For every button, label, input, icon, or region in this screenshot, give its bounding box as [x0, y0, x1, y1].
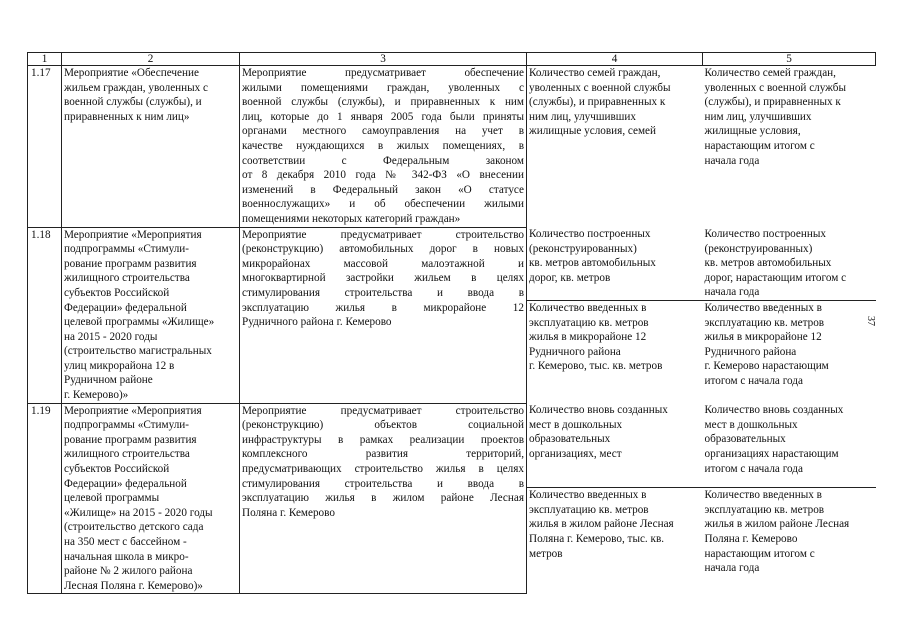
- indicator-line: дорог, нарастающим итогом с: [704, 271, 847, 284]
- indicator-line: метров: [529, 547, 563, 560]
- measure-description-line: Рудничного района г. Кемерово: [242, 316, 392, 329]
- document-page: [27, 52, 875, 594]
- indicator-line: нарастающим итогом с: [704, 139, 815, 152]
- table-header-row: [28, 53, 876, 66]
- indicator-block: [527, 227, 703, 301]
- indicator-line: Количество введенных в: [704, 489, 822, 502]
- measure-name-line: жилищного строительства: [64, 272, 190, 285]
- measure-name-cell: [62, 66, 240, 228]
- measure-name-line: рование программ развития: [64, 257, 197, 270]
- measure-description-line: лиц, которые до 1 января 2005 года были приняты: [242, 110, 524, 123]
- indicator-line: (службы), и приравненных к: [704, 96, 841, 109]
- measure-name-line: военной службы (службы), и: [64, 96, 202, 109]
- indicator-line: Количество вновь созданных: [529, 404, 668, 417]
- indicator-line: Количество введенных в: [529, 489, 647, 502]
- indicator-line: итогом с начала года: [704, 375, 803, 387]
- indicator-line: мест в дошкольных: [529, 418, 623, 431]
- measure-description-line: стимулирования строительства и ввода в: [242, 477, 524, 490]
- measure-description-line: эксплуатацию жилья в микрорайоне 12: [242, 301, 524, 314]
- row-number: 1.17: [28, 66, 62, 228]
- measure-name-line: на 350 мест с бассейном -: [64, 536, 187, 548]
- indicator-block: [527, 403, 703, 488]
- indicator-line: Количество построенных: [704, 228, 826, 241]
- indicator-line: итогом с начала года: [704, 462, 803, 475]
- measure-name-line: районе № 2 жилого района: [64, 565, 193, 578]
- measure-name-cell: [62, 227, 240, 403]
- measure-description-line: соответствии с Федеральным законом: [242, 154, 524, 167]
- indicator-line: Количество вновь созданных: [704, 404, 844, 417]
- measure-description-line: Поляна г. Кемерово: [242, 506, 335, 519]
- indicator-line: г. Кемерово нарастающим: [704, 360, 829, 373]
- measure-name-line: Рудничном районе: [64, 374, 153, 387]
- table-row: [28, 227, 876, 403]
- indicator-block: [703, 488, 876, 576]
- measure-description-line: многоквартирной застройки жильем в целях: [242, 272, 524, 285]
- header-col-3: 3: [240, 53, 527, 66]
- table-row: [28, 66, 876, 228]
- indicator-line: Количество семей граждан,: [529, 67, 661, 79]
- indicator-block: [703, 227, 876, 301]
- row-number: 1.18: [28, 227, 62, 403]
- indicator-cumulative-cell: [703, 403, 876, 594]
- measure-name-line: рование программ развития: [64, 433, 197, 446]
- indicator-line: Количество семей граждан,: [704, 67, 836, 79]
- measure-name-line: (строительство магистральных: [64, 345, 212, 358]
- page-number: 37: [865, 316, 876, 326]
- measure-description-line: военнослужащих» и об обеспечении жилыми: [242, 198, 524, 211]
- measure-description-cell: [240, 403, 527, 594]
- indicator-line: (службы), и приравненных к: [529, 96, 666, 109]
- measure-name-line: подпрограммы «Стимули-: [64, 243, 190, 256]
- indicator-block: [527, 66, 703, 139]
- indicator-line: дорог, кв. метров: [529, 271, 611, 284]
- measure-description-line: качестве нуждающихся в жилых помещениях, в: [242, 139, 524, 152]
- measure-name-line: жилищного строительства: [64, 448, 190, 461]
- indicator-line: организациях, мест: [529, 447, 622, 460]
- indicator-line: эксплуатацию кв. метров: [529, 316, 649, 329]
- indicator-cumulative-cell: [703, 66, 876, 228]
- measure-name-line: Лесная Поляна г. Кемерово)»: [64, 579, 203, 592]
- indicator-line: жилищные условия, семей: [529, 125, 657, 138]
- indicator-line: ним лиц, улучшивших: [529, 110, 636, 123]
- measure-description-line: военной службы (службы), и приравненных к ним: [242, 96, 524, 109]
- indicator-line: мест в дошкольных: [704, 418, 798, 431]
- indicator-line: кв. метров автомобильных: [704, 257, 832, 270]
- indicator-line: нарастающим итогом с: [704, 547, 815, 560]
- indicator-cell: [527, 66, 703, 228]
- header-col-1: 1: [28, 53, 62, 66]
- measure-name-line: приравненных к ним лиц»: [64, 110, 190, 123]
- indicator-line: Поляна г. Кемерово, тыс. кв.: [529, 532, 665, 545]
- measure-name-line: г. Кемерово)»: [64, 389, 129, 402]
- table-row: [28, 403, 876, 594]
- measure-description-cell: [240, 66, 527, 228]
- indicator-line: эксплуатацию кв. метров: [704, 503, 825, 516]
- measures-table: [27, 52, 876, 594]
- measure-name-line: «Жилище» на 2015 - 2020 годы: [64, 506, 213, 519]
- measure-name-line: целевой программы «Жилище»: [64, 316, 215, 329]
- indicator-line: жилья в жилом районе Лесная: [704, 518, 850, 531]
- indicator-line: организациях нарастающим: [704, 447, 839, 460]
- measure-name-line: Мероприятие «Мероприятия: [64, 228, 202, 241]
- measure-name-line: улиц микрорайона 12 в: [64, 359, 175, 372]
- measure-name-line: Мероприятие «Обеспечение: [64, 67, 199, 79]
- measure-description-line: Мероприятие предусматривает строительство: [242, 404, 524, 417]
- row-number: 1.19: [28, 403, 62, 594]
- indicator-line: Количество введенных в: [704, 302, 822, 315]
- indicator-line: начала года: [704, 154, 760, 167]
- measure-description-line: (реконструкцию) объектов социальной: [242, 419, 524, 432]
- measure-name-line: начальная школа в микро-: [64, 550, 189, 563]
- indicator-cell: [527, 227, 703, 403]
- measure-description-line: изменений в Федеральный закон «О статусе: [242, 183, 524, 196]
- indicator-line: образовательных: [529, 433, 611, 446]
- measure-name-line: целевой программы: [64, 492, 160, 505]
- measure-description-line: органами местного самоуправления на учет в: [242, 125, 524, 138]
- indicator-line: уволенных с военной службы: [704, 81, 846, 94]
- indicator-line: образовательных: [704, 433, 786, 446]
- indicator-line: жилья в жилом районе Лесная: [529, 518, 674, 531]
- indicator-block: [527, 301, 703, 374]
- indicator-line: кв. метров автомобильных: [529, 257, 656, 270]
- measure-description-line: предусматривающих строительство жилья в целях: [242, 463, 524, 476]
- measure-name-line: Федерации» федеральной: [64, 477, 187, 490]
- header-col-4: 4: [527, 53, 703, 66]
- indicator-line: (реконструированных): [704, 242, 813, 255]
- indicator-cumulative-cell: [703, 227, 876, 403]
- indicator-line: Количество введенных в: [529, 302, 647, 315]
- measure-description-line: Мероприятие предусматривает обеспечение: [242, 67, 524, 79]
- indicator-line: начала года: [704, 562, 760, 575]
- measure-description-line: от 8 декабря 2010 года № 342-ФЗ «О внесении: [242, 169, 524, 182]
- indicator-line: жилья в микрорайоне 12: [704, 331, 822, 344]
- measure-description-cell: [240, 227, 527, 403]
- measure-description-line: эксплуатацию жилья в жилом районе Лесная: [242, 492, 524, 505]
- indicator-line: жилищные условия,: [704, 125, 801, 138]
- measure-name-line: жильем граждан, уволенных с: [64, 81, 209, 94]
- indicator-line: Рудничного района: [529, 345, 621, 358]
- measure-description-line: Мероприятие предусматривает строительство: [242, 228, 524, 241]
- measure-name-line: Мероприятие «Мероприятия: [64, 404, 202, 417]
- indicator-line: жилья в микрорайоне 12: [529, 331, 647, 344]
- measure-description-line: (реконструкцию) автомобильных дорог в новых: [242, 243, 524, 256]
- measure-name-line: субъектов Российской: [64, 463, 170, 476]
- measure-name-line: субъектов Российской: [64, 286, 170, 299]
- measure-description-line: жилыми помещениями граждан, уволенных с: [242, 81, 524, 94]
- measure-name-line: на 2015 - 2020 годы: [64, 330, 158, 343]
- indicator-line: Рудничного района: [704, 345, 797, 358]
- indicator-line: эксплуатацию кв. метров: [529, 503, 649, 516]
- indicator-line: г. Кемерово, тыс. кв. метров: [529, 360, 663, 373]
- measure-description-line: комплексного развития территорий,: [242, 448, 524, 461]
- indicator-line: уволенных с военной службы: [529, 81, 671, 94]
- measure-name-line: (строительство детского сада: [64, 521, 204, 534]
- indicator-block: [703, 301, 876, 389]
- header-col-2: 2: [62, 53, 240, 66]
- measure-description-line: инфраструктуры в рамках реализации проектов: [242, 433, 524, 446]
- measure-name-line: подпрограммы «Стимули-: [64, 419, 190, 432]
- indicator-line: эксплуатацию кв. метров: [704, 316, 825, 329]
- indicator-block: [703, 66, 876, 168]
- indicator-block: [703, 403, 876, 488]
- indicator-line: ним лиц, улучшивших: [704, 110, 812, 123]
- indicator-line: Количество построенных: [529, 228, 651, 241]
- indicator-cell: [527, 403, 703, 594]
- indicator-block: [527, 488, 703, 561]
- measure-name-cell: [62, 403, 240, 594]
- measure-description-line: стимулирования строительства и ввода в: [242, 286, 524, 299]
- header-col-5: 5: [703, 53, 876, 66]
- indicator-line: (реконструированных): [529, 242, 637, 255]
- indicator-line: Поляна г. Кемерово: [704, 532, 798, 545]
- measure-description-line: помещениями некоторых категорий граждан»: [242, 212, 461, 225]
- measure-description-line: микрорайонах массовой малоэтажной и: [242, 257, 524, 270]
- measure-name-line: Федерации» федеральной: [64, 301, 187, 314]
- indicator-line: начала года: [704, 286, 760, 299]
